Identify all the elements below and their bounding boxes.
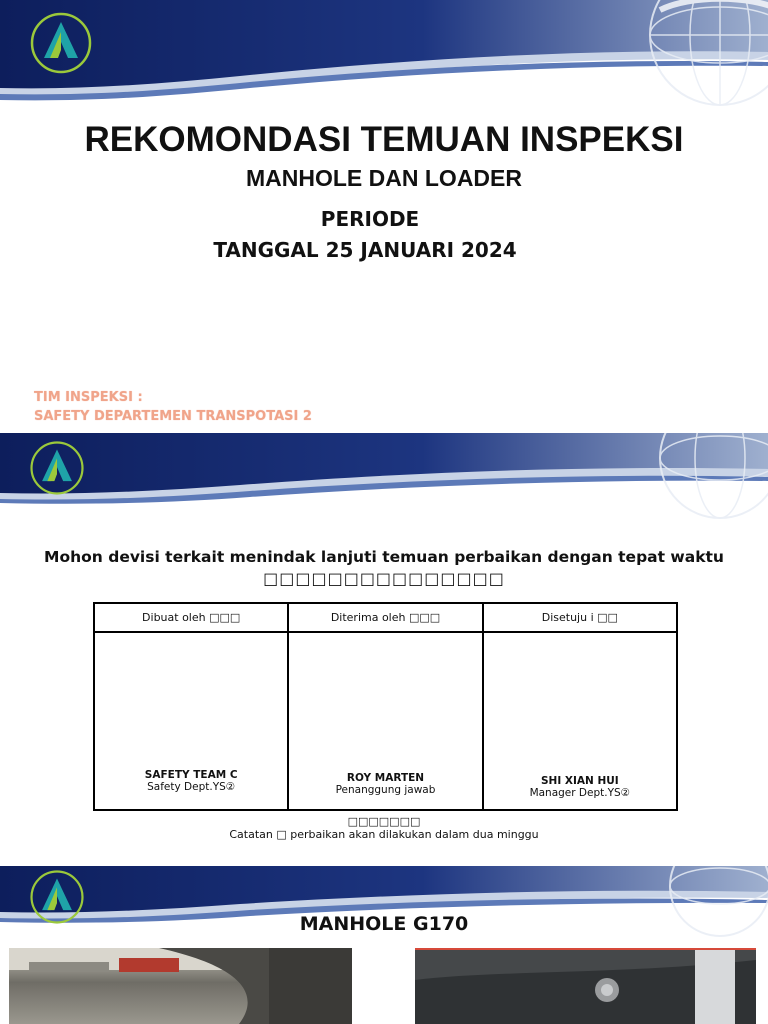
photo-content	[9, 948, 352, 1024]
header-diterima-oleh: Diterima oleh □□□	[288, 603, 482, 632]
tanggal-label: TANGGAL 25 JANUARI 2024	[213, 238, 517, 262]
slide-manhole	[0, 866, 768, 1024]
slide-approval	[0, 433, 768, 863]
company-logo-icon	[28, 10, 94, 76]
signature-cell	[288, 632, 482, 810]
approval-header-row	[94, 603, 677, 632]
signer-role: Safety Dept.YS②	[147, 781, 236, 793]
header-dibuat-oleh: Dibuat oleh □□□	[94, 603, 288, 632]
inspection-photo-right	[415, 948, 756, 1024]
approval-table	[93, 602, 678, 811]
tim-inspeksi-value: SAFETY DEPARTEMEN TRANSPOTASI 2	[34, 409, 312, 424]
photo-content	[415, 950, 756, 1024]
company-logo-icon	[28, 439, 86, 497]
header-banner	[0, 433, 768, 543]
signature-cell	[94, 632, 288, 810]
follow-up-message: Mohon devisi terkait menindak lanjuti temuan perbaikan dengan tepat waktu	[44, 548, 724, 566]
signer-name: SAFETY TEAM C	[144, 769, 238, 781]
signature-cell	[483, 632, 677, 810]
header-disetujui: Disetuju i □□	[483, 603, 677, 632]
periode-label: PERIODE	[320, 207, 420, 231]
inspection-photo-left	[9, 948, 352, 1024]
signer-role: Manager Dept.YS②	[529, 787, 631, 799]
approval-signature-row	[94, 632, 677, 810]
header-banner	[0, 0, 768, 110]
slide-title: MANHOLE G170	[299, 913, 469, 935]
slide-cover	[0, 0, 768, 430]
signer-name: SHI XIAN HUI	[540, 775, 619, 787]
tim-inspeksi-label: TIM INSPEKSI :	[34, 390, 143, 405]
document-title: REKOMONDASI TEMUAN INSPEKSI	[84, 120, 684, 159]
note-cn: □□□□□□□	[347, 815, 421, 828]
follow-up-message-cn: □□□□□□□□□□□□□□□	[263, 569, 505, 588]
note-text: Catatan □ perbaikan akan dilakukan dalam dua minggu	[229, 828, 539, 841]
signer-role: Penanggung jawab	[335, 784, 436, 796]
signer-name: ROY MARTEN	[346, 772, 425, 784]
document-subtitle: MANHOLE DAN LOADER	[246, 165, 522, 191]
